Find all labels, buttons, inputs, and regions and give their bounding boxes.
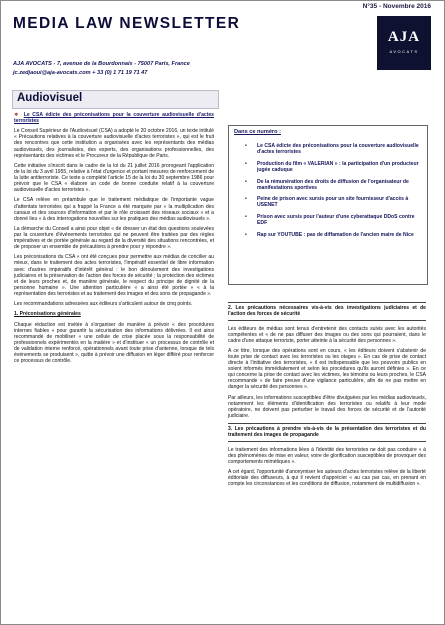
- aja-logo: [377, 16, 431, 70]
- toc-item-label: Production du film « VALERIAN » : la participation d'un producteur jugée caduque: [257, 160, 419, 173]
- toc-item-label: Prison avec sursis pour l'auteur d'une cyberattaque DDoS contre EDF: [257, 214, 415, 227]
- bullet-icon: •: [245, 143, 247, 149]
- toc-item[interactable]: [235, 161, 423, 173]
- issue-label: N°35 - Novembre 2016: [362, 3, 431, 10]
- toc-box: [228, 125, 428, 285]
- left-column: [14, 112, 214, 368]
- toc-item[interactable]: [235, 214, 423, 226]
- logo-text: AJA: [387, 29, 421, 45]
- article-heading: [14, 112, 214, 124]
- newsletter-title: MEDIA LAW NEWSLETTER: [13, 15, 241, 32]
- paragraph: Les préconisations du CSA « ont été conçues pour permettre aux médias de concilier au mieux, dans le traitement des actes terroristes, l'impératif essentiel de libre information avec d'autres impératifs d'intérêt général : le bon déroulement des investigations judiciaires et la préservation de l'action des forces de sécurité ; la protection des victimes et de leurs proches et, de manière générale, le respect du principe de dignité de la personne humaine ». Une attention particulière « a ainsi été portée » « à la représentation des terroristes et au traitement des images et des sons de propagande ».: [14, 254, 214, 297]
- section-2-title: 2. Les précautions nécessaires vis-à-vis des investigations judiciaires et de l'action des forces de sécurité: [228, 302, 426, 321]
- section-bar: [12, 90, 219, 109]
- diamond-bullet-icon: ❖: [14, 112, 20, 118]
- paragraph: Le traitement des informations liées à l'identité des terroristes ne doit pas conduire « à des phénomènes de mise en valeur, voire de glorification susceptibles de provoquer des comportements mimétiques ».: [228, 446, 426, 465]
- toc-title: Dans ce numéro :: [234, 129, 281, 135]
- right-column: [228, 302, 426, 492]
- subheading: 1. Préconisations générales: [14, 311, 81, 318]
- paragraph: Le CSA relève en préambule que le traitement médiatique de l'importante vague d'attentats terroristes qui a frappé la France a été marquée par « la multiplication des canaux et des sources d'information et par le rôle croissant des réseaux sociaux » et a donné lieu « à des interrogations nouvelles sur les pratiques des médias audiovisuels ».: [14, 197, 214, 222]
- toc-item[interactable]: [235, 232, 423, 238]
- newsletter-header: [0, 0, 445, 84]
- bullet-icon: •: [245, 160, 247, 167]
- toc-item-label: Peine de prison avec sursis pour un site fournisseur d'accès à USENET: [257, 196, 409, 209]
- address-line: AJA AVOCATS - 7, avenue de la Bourdonnais - 75007 Paris, France: [13, 61, 190, 67]
- section-3-title: 3. Les précautions à prendre vis-à-vis de la présentation des terroristes et du traitement des images de propagande: [228, 423, 426, 442]
- paragraph: Cette initiative s'inscrit dans le cadre de la loi du 21 juillet 2016 prorogeant l'application de la loi du 3 avril 1955, relative à l'état d'urgence et portant mesures de renforcement de la lutte antiterroriste. Ce texte a complété l'article 15 de la loi du 30 septembre 1986 pour prévoir que le CSA « élabore un code de bonne conduite relatif à la couverture audiovisuelle d'actes terroristes ».: [14, 162, 214, 194]
- paragraph: A cet égard, l'opportunité d'anonymiser les auteurs d'actes terroristes relève de la liberté éditoriale des diffuseurs, à qui il revient d'apprécier « au cas par cas, en prenant en compte les circonstances et les conditions de diffusion, notamment de multidiffusion ».: [228, 469, 426, 488]
- toc-item-label: Rap sur YOUTUBE : pas de diffamation de l'ancien maire de Nice: [257, 231, 414, 238]
- article-heading-text: Le CSA édicte des préconisations pour la couverture audiovisuelle d'actes terroristes: [14, 112, 214, 125]
- contact-line: jc.zedjaoui@aja-avocats.com + 33 (0) 1 71 19 71 47: [13, 69, 148, 76]
- paragraph: La démarche du Conseil a ainsi pour objet « de dresser un état des questions soulevées par la couverture d'événements terroristes qui ne peuvent être traitées par des règles impératives et de portée générale au regard de la diversité des situations rencontrées, et de proposer un ensemble de précautions à prendre pour y répondre ».: [14, 225, 214, 251]
- paragraph: Chaque rédaction est invitée à s'organiser de manière à prévoir « des procédures internes fiables » pour garantir la sécurisation des informations délivrées. Il est ainsi recommandé de mobiliser « une cellule de crise placée sous la responsabilité de professionnels expérimentés en la matière » et d'instituer « un processus de contrôle et de validation interne renforcé, opérationnels avant toute prise d'antenne, lorsque de tels événements se produisent », quitte à prévoir une diffusion en léger différé pour renforcer ce processus de contrôle.: [14, 321, 214, 365]
- paragraph: Le Conseil Supérieur de l'Audiovisuel (CSA) a adopté le 20 octobre 2016, un texte intitulé « Précautions relatives à la couverture audiovisuelle d'actes terroristes », qui est le fruit des rencontres que cette institution a organisées avec les représentants des médias audiovisuels, des journalistes, des experts, des organisations professionnelles, des représentants des victimes et le Procureur de la République de Paris.: [14, 128, 214, 159]
- toc-list: [235, 143, 423, 244]
- paragraph: Les recommandations adressées aux éditeurs s'articulent autour de cinq points.: [14, 301, 193, 308]
- toc-item[interactable]: [235, 179, 423, 191]
- paragraph: Les éditeurs de médias sont tenus d'entretenir des contacts suivis avec les autorités compétentes et « de ne pas diffuser des images ou des sons qui pourraient, dans le cadre d'une attaque terroriste, porter atteinte à la sécurité des personnes ».: [228, 325, 426, 344]
- logo-subtext: AVOCATS: [389, 49, 419, 54]
- toc-item-label: De la rémunération des droits de diffusion de l'organisateur de manifestations sportives: [257, 178, 409, 191]
- paragraph: Par ailleurs, les informations susceptibles d'être divulguées par les médias audiovisuels, notamment les éléments d'identification des terroristes ou relatifs à leur mode opératoire, ne doivent pas perturber le travail des forces de sécurité et de l'autorité judiciaire.: [228, 394, 426, 419]
- address-block: [13, 60, 190, 78]
- bullet-icon: •: [245, 196, 247, 203]
- bullet-icon: •: [245, 231, 247, 238]
- toc-item-label: Le CSA édicte des préconisations pour la couverture audiovisuelle d'actes terroristes: [257, 143, 419, 156]
- bullet-icon: •: [245, 178, 247, 185]
- toc-item[interactable]: [235, 196, 423, 208]
- bullet-icon: •: [245, 214, 247, 221]
- section-title: Audiovisuel: [17, 92, 83, 104]
- paragraph: A ce titre, lorsque des opérations sont en cours, « les éditeurs doivent s'abstenir de toute prise de contact avec les terroristes ou les otages ». En cas de prise de contact directe à l'initiative des terroristes, « il est indispensable que les pouvoirs publics en soient informés immédiatement et selon les procédures qu'ils auront définies ». En ce qui concerne la prise de contact avec les victimes, les témoins ou leurs proches, le CSA recommande « de faire preuve d'une vigilance particulière, afin de ne pas mettre en danger la sécurité des personnes ».: [228, 348, 426, 391]
- toc-item[interactable]: [235, 143, 423, 155]
